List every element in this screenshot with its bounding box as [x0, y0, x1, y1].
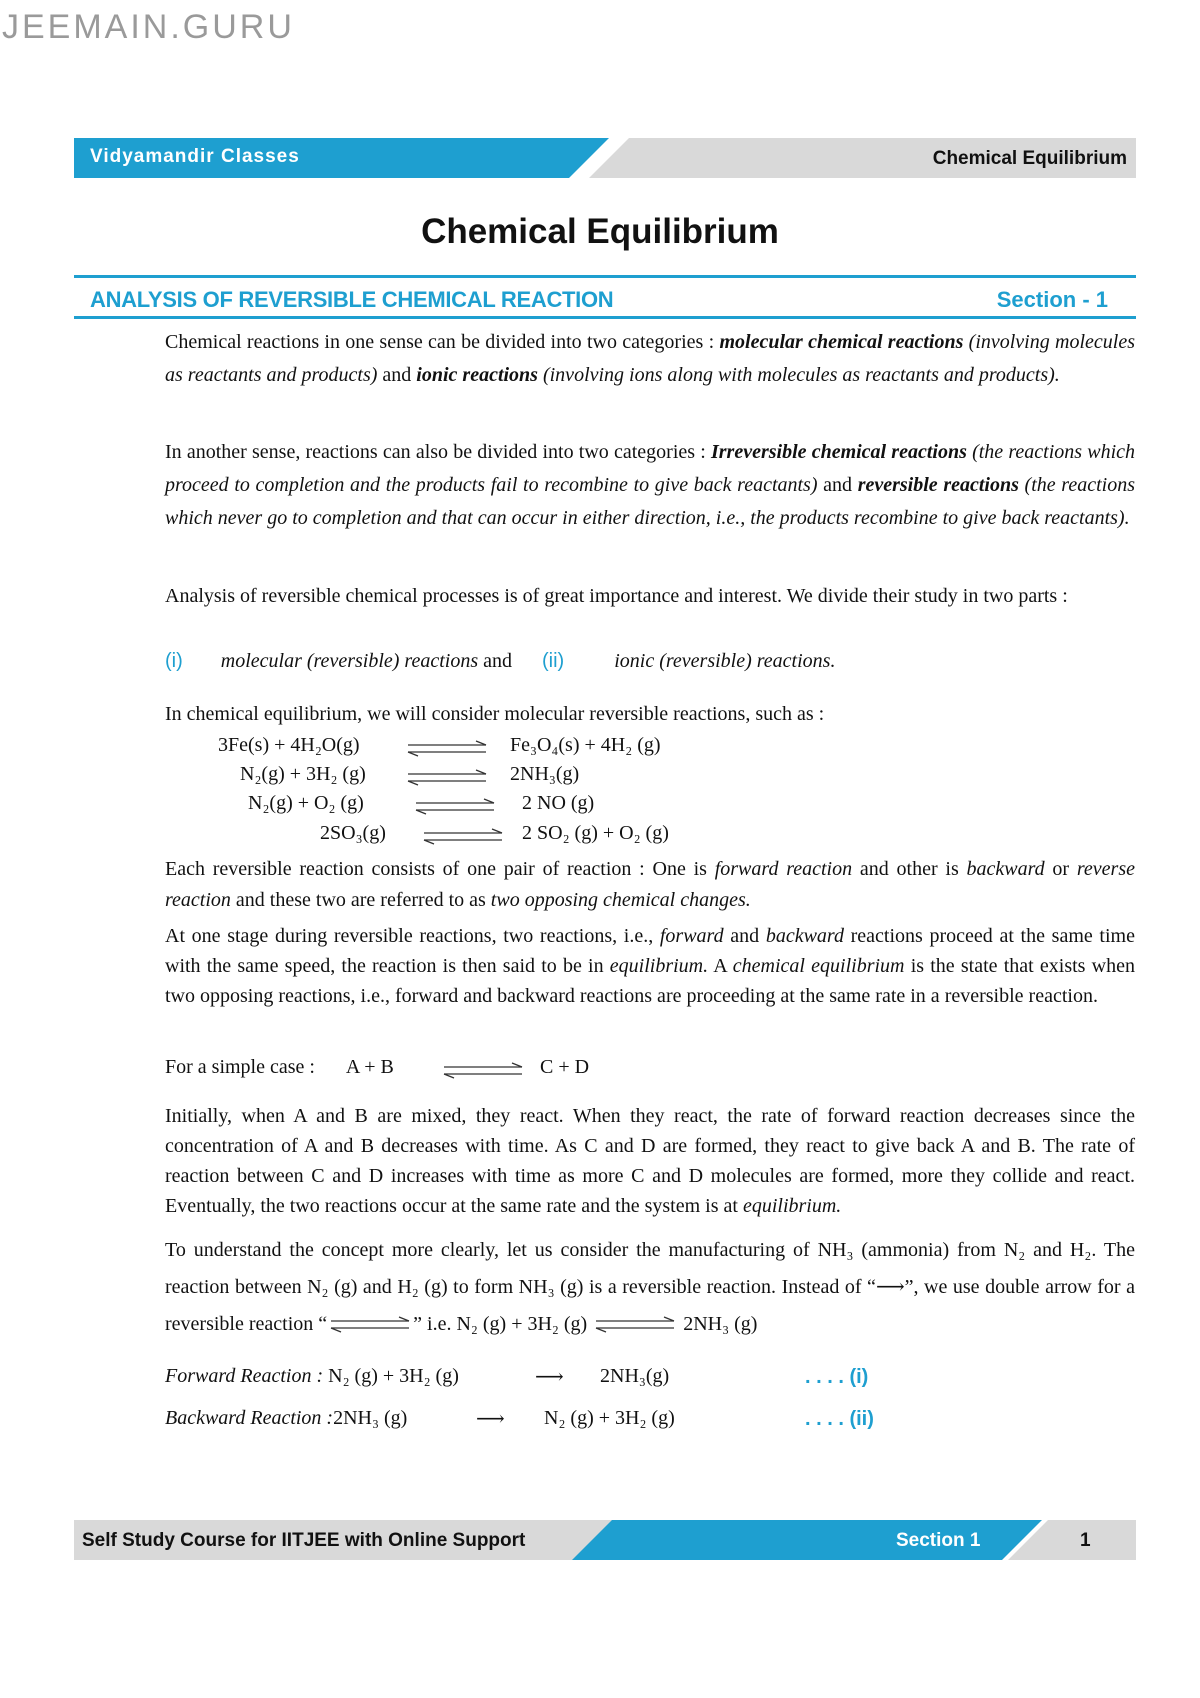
term-irreversible: Irreversible chemical reactions: [710, 441, 967, 463]
text: To understand the concept more clearly, let us consider the manufacturing of NH₃ (ammonia) from N₂ and H₂. The reaction between N₂ (g) and H₂ (g) to form NH₃ (g) is a reversible reaction. Instead of “: [165, 1239, 1135, 1298]
list-item: molecular (reversible) reactions: [220, 650, 479, 672]
double-arrow-icon: [404, 766, 490, 789]
simple-case: [165, 1056, 394, 1079]
footer-page-number: 1: [1080, 1530, 1091, 1551]
text: 2NH₃ (g): [678, 1313, 758, 1335]
single-arrow-icon: ⟶: [476, 1408, 505, 1430]
equation-left: N₂ (g) + 3H₂ (g): [328, 1365, 459, 1387]
watermark: JEEMAIN.GURU: [2, 8, 295, 46]
list-item: ionic (reversible) reactions.: [614, 650, 836, 672]
equation-row: [240, 763, 366, 786]
text: reactions proceed at the same time with the same speed, the reaction is then said to be in: [165, 925, 1135, 977]
equation-left: A + B: [345, 1056, 394, 1078]
equation-right: C + D: [540, 1056, 590, 1078]
backward-reaction: [165, 1407, 407, 1430]
reaction-label: Forward Reaction :: [165, 1365, 324, 1387]
equation-left: 2SO₃(g): [320, 822, 386, 844]
text: ” i.e. N₂ (g) + 3H₂ (g): [413, 1313, 593, 1335]
equation-left: 2NH₃ (g): [333, 1407, 408, 1429]
paragraph-analysis: Analysis of reversible chemical processes is of great importance and interest. We divide their study in two parts :: [165, 585, 1068, 607]
equation-left: N₂(g) + O₂ (g): [248, 792, 364, 814]
text: A: [708, 955, 733, 977]
term-molecular: molecular chemical reactions: [719, 331, 964, 353]
double-arrow-icon: [412, 795, 498, 818]
double-arrow-icon: [420, 825, 506, 848]
paragraph-ammonia: [165, 1232, 1135, 1343]
paragraph-forward-backward: [165, 854, 1135, 916]
text: ”, we use double arrow for a reversible reaction “: [165, 1276, 1135, 1335]
header-brand: Vidyamandir Classes: [90, 146, 300, 167]
equation-row: [248, 792, 364, 815]
list-label: (i): [165, 650, 183, 672]
section-rule-top: [74, 275, 1136, 278]
equation-right: 2 SO₂ (g) + O₂ (g): [522, 822, 669, 844]
text: and: [723, 925, 766, 947]
term: equilibrium.: [609, 955, 709, 977]
section-number: Section - 1: [996, 287, 1108, 312]
equation-left: N₂(g) + 3H₂ (g): [240, 763, 366, 785]
equation-right: 2 NO (g): [522, 792, 595, 814]
equation-left: 3Fe(s) + 4H₂O(g): [218, 734, 360, 756]
equation-tag: . . . . (ii): [805, 1408, 874, 1430]
page-title: Chemical Equilibrium: [421, 212, 779, 251]
paragraph-kinetics: [165, 1101, 1135, 1221]
equation-row: [218, 734, 360, 757]
term: equilibrium.: [742, 1195, 842, 1217]
footer-section: Section 1: [896, 1530, 981, 1551]
text: In another sense, reactions can also be divided into two categories :: [165, 441, 711, 463]
text: Each reversible reaction consists of one pair of reaction : One is: [165, 858, 715, 880]
equation-tag: . . . . (i): [805, 1366, 869, 1388]
section-title: ANALYSIS OF REVERSIBLE CHEMICAL REACTION: [90, 287, 614, 312]
list-label: (ii): [542, 650, 565, 672]
double-arrow-icon: [404, 737, 490, 760]
text: Chemical reactions in one sense can be divided into two categories :: [165, 331, 720, 353]
term: forward reaction: [714, 858, 853, 880]
single-arrow-icon: ⟶: [535, 1366, 564, 1388]
paragraph-examples: In chemical equilibrium, we will consider molecular reversible reactions, such as :: [165, 703, 825, 725]
text: and these two are referred to as: [230, 889, 491, 911]
equation-right: N₂ (g) + 3H₂ (g): [544, 1407, 675, 1429]
text: (involving ions along with molecules as reactants and products).: [542, 364, 1060, 386]
text: or: [1044, 858, 1077, 880]
text: (involving molecules as reactants and products): [165, 331, 1136, 386]
simple-case-label: For a simple case :: [165, 1056, 315, 1078]
term: chemical equilibrium: [732, 955, 905, 977]
term: reverse reaction: [165, 858, 1135, 911]
footer-course: Self Study Course for IITJEE with Online Support: [82, 1530, 526, 1551]
text: and other is: [852, 858, 967, 880]
term-reversible: reversible reactions: [857, 474, 1019, 496]
header-topic: Chemical Equilibrium: [932, 148, 1127, 169]
single-arrow-icon: ⟶: [875, 1276, 905, 1298]
reaction-label: Backward Reaction :: [165, 1407, 334, 1429]
parts-list: [165, 650, 835, 673]
double-arrow-icon: [440, 1059, 526, 1082]
term: backward: [966, 858, 1045, 880]
forward-reaction: [165, 1365, 459, 1388]
term: forward: [659, 925, 724, 947]
equation-row: [320, 822, 386, 845]
section-rule-bottom: [74, 316, 1136, 319]
double-arrow-icon: [592, 1316, 678, 1334]
double-arrow-icon: [327, 1316, 413, 1334]
equation-right: Fe₃O₄(s) + 4H₂ (g): [510, 734, 661, 756]
term-ionic: ionic reactions: [416, 364, 538, 386]
equation-right: 2NH₃(g): [510, 763, 580, 785]
text: is the state that exists when two opposing reactions, i.e., forward and backward reactions are proceeding at the same rate in a reversible reaction.: [165, 955, 1135, 1007]
text: Initially, when A and B are mixed, they react. When they react, the rate of forward reaction decreases since the concentration of A and B decreases with time. As C and D are formed, they react to give back A and B. The rate of reaction between C and D increases with time as more C and D molecules are formed, more they collide and react. Eventually, the two reactions occur at the same rate and the system is at: [165, 1105, 1135, 1217]
equation-right: 2NH₃(g): [600, 1365, 670, 1387]
paragraph-categories-2: [165, 436, 1135, 535]
text: (the reactions which proceed to completion and the products fail to recombine to give back reactants): [165, 441, 1135, 496]
text: At one stage during reversible reactions, two reactions, i.e.,: [165, 925, 660, 947]
term: two opposing chemical changes.: [490, 889, 751, 911]
paragraph-categories-1: [165, 326, 1135, 392]
text: (the reactions which never go to completion and that can occur in either direction, i.e., the products recombine to give back reactants).: [165, 474, 1135, 529]
text: and: [377, 364, 417, 386]
paragraph-equilibrium-definition: [165, 921, 1135, 1011]
text: and: [817, 474, 858, 496]
term: backward: [765, 925, 844, 947]
text: and: [483, 650, 512, 672]
